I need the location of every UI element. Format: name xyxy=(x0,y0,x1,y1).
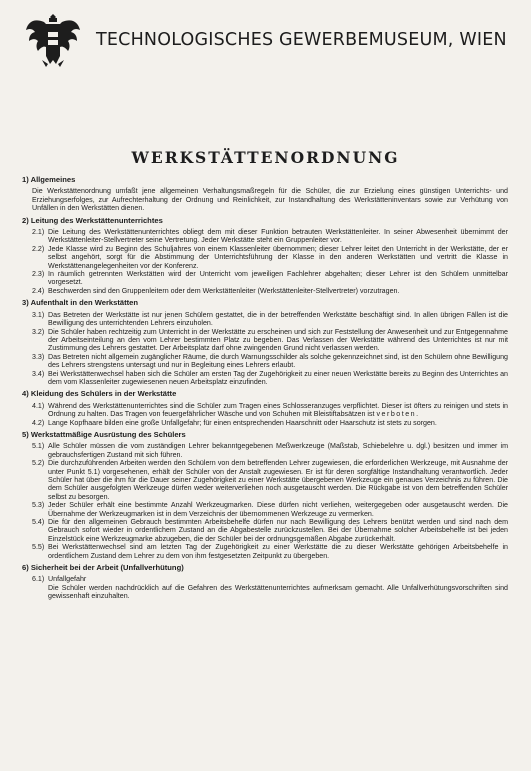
item-text: Bei Werkstättenwechsel haben sich die Schüler am ersten Tag der Zugehörigkeit zu einer neuen Werkstätte bereits zu Beginn des Unterrichtes an dem vom Klassenleiter zugewiesenen neuen Arbeitsplatz einzufinden. xyxy=(48,369,508,386)
item-text: Lange Kopfhaare bilden eine große Unfallgefahr; für einen entsprechenden Haarschnitt oder Haarschutz ist stets zu sorgen. xyxy=(48,418,437,427)
item-number: 2.4) xyxy=(32,286,45,295)
item-number: 5.2) xyxy=(32,459,45,468)
section-heading: 3) Aufenthalt in den Werkstätten xyxy=(22,298,139,308)
item-text: Die durchzuführenden Arbeiten werden den Schülern von dem betreffenden Lehrer zugewiesen, die erforderlichen Werkzeuge, mit Ausnahme der unter Punkt 5.1) vorgesehenen, erhält der Schüler von der Anstalt zugewiesen. Er ist für deren sorgfältige Instandhaltung verantwortlich. Jeder Schüler hat über die ihm für die Dauer seiner Zugehörigkeit zu einer Werkstätte übergebenen Werkzeuge ein genaues Verzeichnis zu führen. Die dem Schüler ausgefolgten Werkzeuge dürfen weder weiterverliehen noch ausgetauscht werden. Die Rückgabe ist von dem betreffenden Schüler selbst zu besorgen. xyxy=(48,459,508,501)
section-heading: 4) Kleidung des Schülers in der Werkstätte xyxy=(22,389,177,399)
emphasized-word: verboten xyxy=(376,410,417,419)
section-kleidung xyxy=(22,390,508,427)
document-title: WERKSTÄTTENORDNUNG xyxy=(131,148,400,167)
section-sicherheit xyxy=(22,564,508,601)
list-item xyxy=(22,311,508,328)
item-text: Während des Werkstättenunterrichtes sind die Schüler zum Tragen eines Schlosseranzuges verpflichtet. Dieser ist öfters zu reinigen und stets in Ordnung zu halten. Das Tragen von feuergefährlicher Wäsche und von Schuhen mit Bleistiftabsätzen ist xyxy=(48,401,508,419)
item-text: Unfallgefahr Die Schüler werden nachdrücklich auf die Gefahren des Werkstättenunterrichtes aufmerksam gemacht. Alle Unfallverhütungsvorschriften sind gewissenhaft einzuhalten. xyxy=(48,575,508,601)
section-aufenthalt xyxy=(22,299,508,386)
item-text: Bei Werkstättenwechsel sind am letzten Tag der Zugehörigkeit zu einer Werkstätte die zu dieser Werkstätte gehörigen Arbeitsbehelfe in ordentlichem Zustand dem Lehrer zu dem von ihm festgesetzten Zeitpunkt zu übergeben. xyxy=(48,543,508,560)
item-number: 3.4) xyxy=(32,369,45,378)
item-number: 5.5) xyxy=(32,543,45,552)
section-ausruestung xyxy=(22,431,508,560)
item-number: 3.1) xyxy=(32,310,45,319)
section-heading: 1) Allgemeines xyxy=(22,175,76,184)
list-item xyxy=(22,245,508,270)
list-item xyxy=(22,442,508,459)
item-number: 4.2) xyxy=(32,418,45,427)
item-text: Alle Schüler müssen die vom zuständigen Lehrer bekanntgegebenen Meßwerkzeuge (Maßstab, Schiebelehre u. dgl.) besitzen und immer im gebrauchsfertigen Zustand mit sich führen. xyxy=(48,442,508,459)
item-number: 3.3) xyxy=(32,352,45,361)
list-item xyxy=(22,370,508,387)
item-number: 5.3) xyxy=(32,501,45,510)
list-item xyxy=(22,402,508,419)
list-item xyxy=(22,575,508,600)
list-item xyxy=(22,459,508,501)
item-text: Jeder Schüler erhält eine bestimmte Anzahl Werkzeugmarken. Diese dürfen nicht verliehen, weitergegeben oder ausgetauscht werden. Die Übernahme der Werkzeugmarken ist in dem Verzeichnis der übernommenen Werkzeuge zu vermerken. xyxy=(48,501,508,518)
item-number: 4.1) xyxy=(32,401,45,410)
section-allgemeines xyxy=(22,176,508,213)
item-text: Die für den allgemeinen Gebrauch bestimmten Arbeitsbehelfe dürfen nur nach Bewilligung des Lehrers benützt werden und sind nach dem Gebrauch sofort wieder in ordentlichem Zustand an die Abgabestelle zurückzustellen. Bei der Übernahme solcher Arbeitsbehelfe ist bei jeden Einzelstück eine Werkzeugmarke abzugeben, die der Schüler bei der ordnungsgemäßen Abgabe zurückerhält. xyxy=(48,518,508,543)
section-heading: 6) Sicherheit bei der Arbeit (Unfallverhütung) xyxy=(22,563,184,573)
list-item xyxy=(22,328,508,353)
section-heading: 2) Leitung des Werkstättenunterrichtes xyxy=(22,215,163,225)
item-text: Die Leitung des Werkstättenunterrichtes obliegt dem mit dieser Funktion betrauten Werkstättenleiter. In seiner Abwesenheit übernimmt der Werkstättenleiter-Stellvertreter seine Vertretung. Jeder Werkstätte steht ein Gruppenleiter vor. xyxy=(48,228,508,245)
list-item xyxy=(22,228,508,245)
section-paragraph: Die Werkstättenordnung umfaßt jene allgemeinen Verhaltungsmaßregeln für die Schüler, die zur Erzielung eines günstigen Unterrichts- und Erziehungserfolges, zur Aufrechterhaltung der Ordnung und Reinlichkeit, zur Instandhaltung des Werkstätteninventars sowie zur Verhütung von Unfällen in den Werkstätten dienen. xyxy=(32,187,508,213)
item-number: 3.2) xyxy=(32,327,45,336)
list-item xyxy=(22,419,508,427)
list-item xyxy=(22,287,508,295)
item-number: 6.1) xyxy=(32,575,45,584)
item-number: 2.1) xyxy=(32,228,45,237)
item-text-tail: . xyxy=(416,410,419,419)
organization-name: TECHNOLOGISCHES GEWERBEMUSEUM, WIEN xyxy=(96,30,507,50)
section-leitung xyxy=(22,217,508,296)
document-body xyxy=(22,172,508,601)
list-item xyxy=(22,501,508,518)
item-number: 2.3) xyxy=(32,270,45,279)
item-number: 2.2) xyxy=(32,244,45,253)
item-text: Das Betreten der Werkstätte ist nur jenen Schülern gestattet, die in der betreffenden Werkstätte beschäftigt sind. In allen übrigen Fällen ist die Bewilligung des unterrichtenden Lehrers einzuholen. xyxy=(48,310,508,328)
item-number: 5.4) xyxy=(32,518,45,527)
austrian-eagle-crest-icon xyxy=(24,8,82,70)
list-item xyxy=(22,518,508,543)
item-text: Jede Klasse wird zu Beginn des Schuljahres von einem Klassenleiter übernommen; dieser Lehrer leitet den Unterricht in der Werkstätte, der er selbst angehört, sorgt für die Abstimmung der Unterrichtsführung der Klasse in den anderen Werkstätten und vertritt die Klasse in Werkstättenangelegenheiten vor der Konferenz. xyxy=(48,244,508,270)
list-item xyxy=(22,353,508,370)
item-text: Die Schüler haben rechtzeitig zum Unterricht in der Werkstätte zu erscheinen und sich zur Feststellung der Anwesenheit und zur Entgegennahme der Arbeitseinteilung an den vom Lehrer bestimmten Platz zu begeben. Das Verlassen der Werkstätte während des Unterrichtes ist nur mit Zustimmung des Lehrers gestattet. Der Arbeitsplatz darf ohne zwingenden Grund nicht verlassen werden. xyxy=(48,327,508,353)
list-item xyxy=(22,270,508,287)
item-text: Beschwerden sind den Gruppenleitern oder dem Werkstättenleiter (Werkstättenleiter-Stellvertreter) vorzutragen. xyxy=(48,286,400,295)
item-text-wrapper xyxy=(48,402,508,419)
item-number: 5.1) xyxy=(32,442,45,451)
list-item xyxy=(22,543,508,560)
letterhead xyxy=(24,8,514,70)
section-heading: 5) Werkstattmäßige Ausrüstung des Schülers xyxy=(22,429,186,439)
item-text: In räumlich getrennten Werkstätten wird der Unterricht vom jeweiligen Fachlehrer abgehalten; dieser Lehrer ist den Schülern unmittelbar vorgesetzt. xyxy=(48,270,508,287)
item-text: Das Betreten nicht allgemein zugänglicher Räume, die durch Warnungsschilder als solche gekennzeichnet sind, ist den Schülern ohne Bewilligung des Lehrers strengstens untersagt und nur in Begleitung eines Lehrers erlaubt. xyxy=(48,352,508,370)
